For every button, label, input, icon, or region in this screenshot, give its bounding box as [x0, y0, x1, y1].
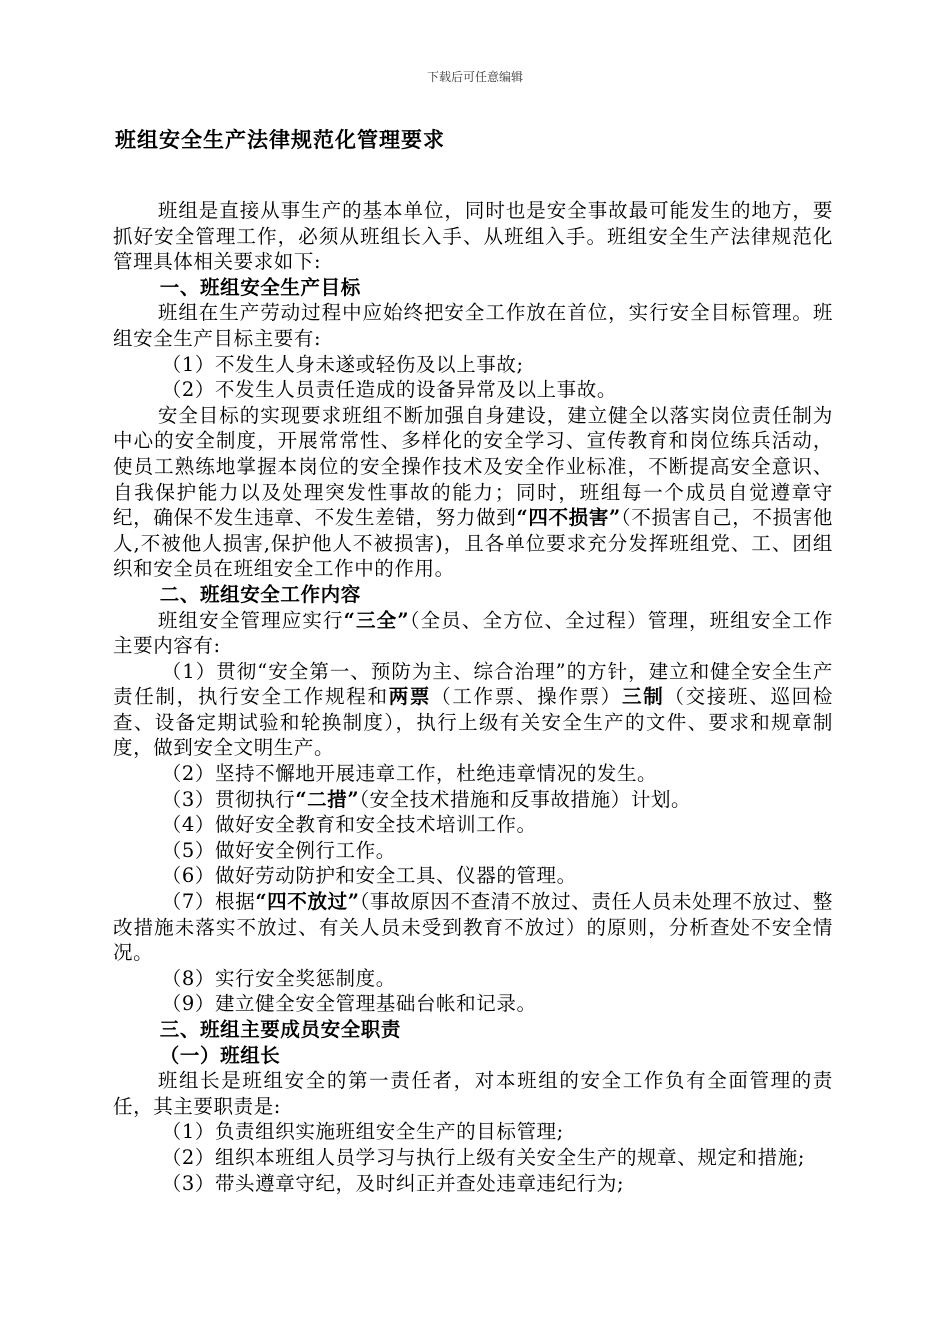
bold-term: 三制 — [622, 685, 665, 709]
section2-item-2: （2）坚持不懈地开展违章工作，杜绝违章情况的发生。 — [161, 762, 658, 786]
text-run: 安全目标的实现要求班组不断加强自身建设，建立健全以落实岗位责任制为中心的安全制度，开展常常性、多样化的安全学习、宣传教育和岗位练兵活动，使员工熟练地掌握本岗位的安全操作技术及安全作业标准，不断提高安全意识、自我保护能力以及处理突发性事故的能力；同时，班组每一个成员自觉遵章守纪，确保不发生违章、不发生差错，努力做到 — [113, 403, 833, 530]
section1-item-2: （2）不发生人员责任造成的设备异常及以上事故。 — [161, 378, 617, 402]
text-run: （安全技术措施和反事故措施）计划。 — [359, 787, 692, 811]
section2-item-1 — [113, 659, 833, 761]
text-run: （不损害自己，不损害他人,不被他人损害,保护他人不被损害)，且各单位要求充分发挥班组党、工、团组织和安全员在班组安全工作中的作用。 — [113, 506, 833, 581]
section1-heading: 一、班组安全生产目标 — [159, 275, 361, 299]
section1-item-1: （1）不发生人身未遂或轻伤及以上事故; — [161, 352, 524, 376]
bold-term: 两票 — [388, 685, 432, 709]
section2-item-8: （8）实行安全奖惩制度。 — [161, 966, 396, 990]
section2-item-4: （4）做好安全教育和安全技术培训工作。 — [161, 813, 537, 837]
section3-item-2: （2）组织本班组人员学习与执行上级有关安全生产的规章、规定和措施; — [161, 1145, 806, 1169]
section1-paragraph-2 — [113, 403, 833, 582]
section2-item-6: （6）做好劳动防护和安全工具、仪器的管理。 — [161, 864, 577, 888]
document-body — [113, 198, 833, 1196]
bold-term: “二措” — [295, 787, 360, 811]
section1-paragraph: 班组在生产劳动过程中应始终把安全工作放在首位，实行安全目标管理。班组安全生产目标主要有: — [113, 301, 833, 350]
section2-item-7 — [113, 889, 833, 966]
section3-item-3: （3）带头遵章守纪，及时纠正并查处违章违纪行为; — [161, 1171, 625, 1195]
text-run: （事故原因不查清不放过、责任人员未处理不放过、整改措施未落实不放过、有关人员未受到教育不放过）的原则，分析查处不安全情况。 — [113, 890, 833, 965]
text-run: （工作票、操作票） — [431, 685, 623, 709]
page-header: 下载后可任意编辑 — [426, 70, 523, 84]
section2-paragraph — [113, 608, 833, 659]
intro-paragraph: 班组是直接从事生产的基本单位，同时也是安全事故最可能发生的地方，要抓好安全管理工作，必须从班组长入手、从班组入手。班组安全生产法律规范化管理具体相关要求如下: — [113, 199, 833, 274]
section2-item-9: （9）建立健全安全管理基础台帐和记录。 — [161, 992, 537, 1016]
text-run: （3）贯彻执行 — [161, 787, 296, 811]
section3-paragraph: 班组长是班组安全的第一责任者，对本班组的安全工作负有全面管理的责任，其主要职责是: — [113, 1069, 833, 1118]
section2-item-5: （5）做好安全例行工作。 — [161, 838, 396, 862]
section3-item-1: （1）负责组织实施班组安全生产的目标管理; — [161, 1120, 564, 1144]
text-run: （全员、全方位、全过程）管理，班组安全工作主要内容有: — [113, 608, 833, 658]
section2-heading: 二、班组安全工作内容 — [159, 582, 361, 606]
text-run: （交接班、巡回检查、设备定期试验和轮换制度），执行上级有关安全生产的文件、要求和规章制度，做到安全文明生产。 — [113, 685, 833, 760]
text-run: （7）根据 — [161, 890, 256, 914]
bold-term: “四不损害” — [516, 506, 621, 530]
section2-item-3 — [113, 787, 833, 813]
section3-heading: 三、班组主要成员安全职责 — [159, 1018, 401, 1041]
section3-subheading: （一）班组长 — [159, 1043, 281, 1067]
document-title: 班组安全生产法律规范化管理要求 — [115, 127, 445, 152]
bold-term: “四不放过” — [255, 890, 360, 914]
bold-term: “三全” — [343, 608, 410, 632]
text-run: 班组安全管理应实行 — [157, 608, 344, 632]
text-run: （1）贯彻“安全第一、预防为主、综合治理”的方针，建立和健全安全生产责任制，执行安全工作规程和 — [113, 659, 833, 709]
